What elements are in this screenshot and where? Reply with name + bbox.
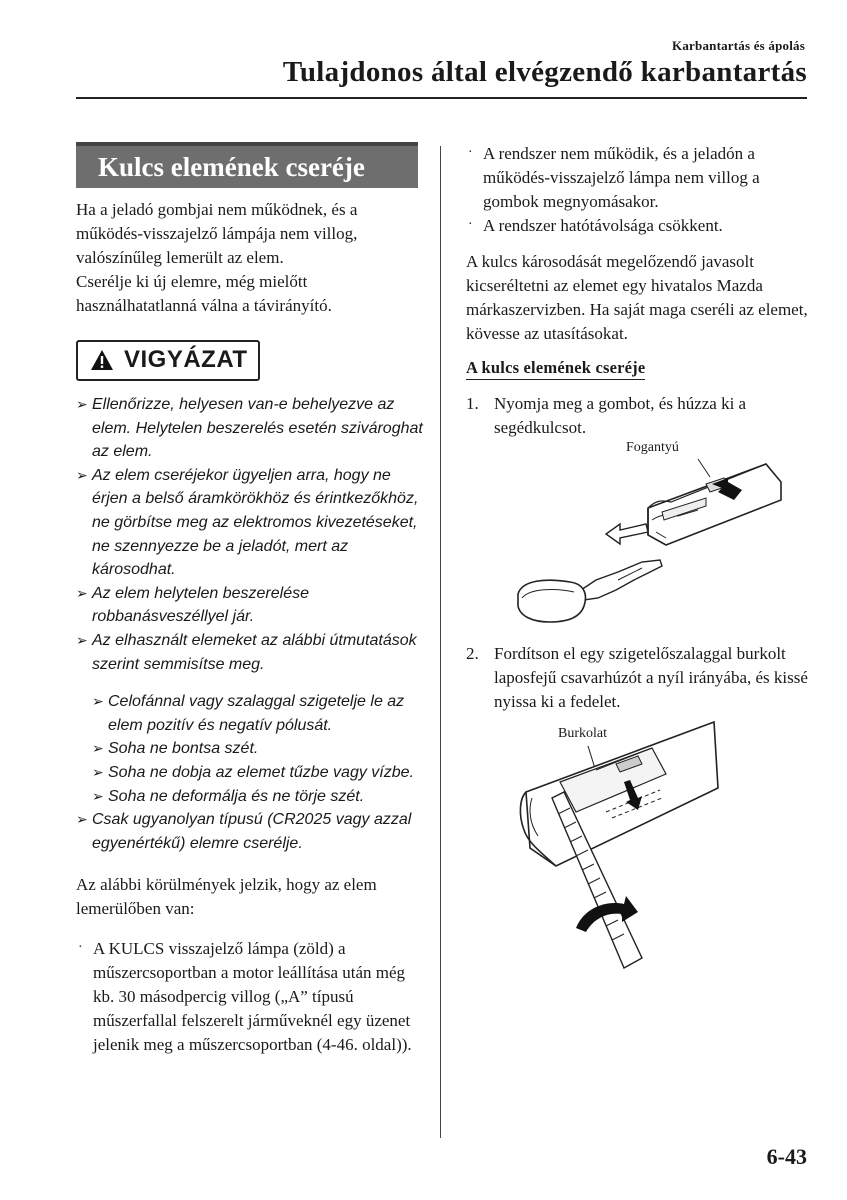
step-item	[466, 642, 812, 714]
figure-label: Burkolat	[558, 726, 607, 741]
signs-list-continued	[466, 142, 812, 238]
warning-item: ➢ Csak ugyanolyan típusú (CR2025 vagy azzal egyenértékű) elemre cserélje.	[76, 808, 426, 855]
page-title: Tulajdonos által elvégzendő karbantartás	[282, 56, 807, 88]
sign-item: · A rendszer nem működik, és a jeladón a működés-visszajelző lámpa nem villog a gombok megnyomásakor.	[466, 142, 812, 214]
warning-subitem: ➢ Soha ne bontsa szét.	[92, 737, 426, 761]
advice-paragraph: A kulcs károsodását megelőzendő javasolt kicseréltetni az elemet egy hivatalos Mazda márkaszervizben. Ha saját maga cseréli az elemet, kövesse az utasításokat.	[466, 252, 808, 343]
column-divider	[440, 146, 441, 1138]
warning-subitem: ➢ Soha ne deformálja és ne törje szét.	[92, 785, 426, 809]
warning-list	[76, 393, 426, 676]
section-title: Kulcs elemének cseréje	[76, 142, 418, 188]
arrow-bullet-icon: ➢	[92, 787, 104, 804]
header-section: Karbantartás és ápolás	[672, 38, 805, 53]
warning-box	[76, 340, 260, 381]
cover-opening-illustration	[466, 718, 812, 978]
header-rule	[76, 97, 807, 99]
warning-label: VIGYÁZAT	[124, 346, 248, 373]
warning-sublist	[92, 690, 426, 808]
right-column	[466, 142, 812, 978]
figure-label: Fogantyú	[626, 440, 679, 455]
warning-subitem: ➢ Soha ne dobja az elemet tűzbe vagy vízbe.	[92, 761, 426, 785]
arrow-bullet-icon: ➢	[76, 631, 88, 648]
signs-intro: Az alábbi körülmények jelzik, hogy az elem lemerülőben van:	[76, 875, 377, 919]
warning-list-end	[76, 808, 426, 855]
warning-item: ➢ Ellenőrizze, helyesen van-e behelyezve az elem. Helytelen beszerelés esetén szivároghat az elem.	[76, 393, 426, 464]
dot-bullet-icon: ·	[468, 217, 473, 232]
arrow-bullet-icon: ➢	[76, 466, 88, 483]
intro-paragraph: Ha a jeladó gombjai nem működnek, és a működés-visszajelző lámpája nem villog, valószínűleg lemerült az elem.	[76, 200, 358, 267]
step-item	[466, 392, 812, 440]
warning-item: ➢ Az elhasznált elemeket az alábbi útmutatások szerint semmisítse meg.	[76, 629, 426, 676]
sign-item: · A KULCS visszajelző lámpa (zöld) a műszercsoportban a motor leállítása után még kb. 30 másodpercig villog („A” típusú műszerfallal felszerelt járműveknél egy üzenet jelenik meg a műszercsoportban (4-46. oldal)).	[76, 937, 426, 1057]
arrow-bullet-icon: ➢	[92, 693, 104, 710]
arrow-bullet-icon: ➢	[92, 740, 104, 757]
step-text: Fordítson el egy szigetelőszalaggal burkolt laposfejű csavarhúzót a nyíl irányába, és kissé nyissa ki a fedelet.	[494, 644, 808, 711]
key-removal-illustration	[466, 440, 812, 640]
intro-paragraph-2: Cserélje ki új elemre, még mielőtt használhatatlanná válna a távirányító.	[76, 272, 332, 315]
step-list	[466, 392, 812, 440]
sign-item: · A rendszer hatótávolsága csökkent.	[466, 214, 812, 238]
warning-item: ➢ Az elem helytelen beszerelése robbanásveszéllyel jár.	[76, 582, 426, 629]
warning-icon	[90, 349, 114, 371]
dot-bullet-icon: ·	[468, 145, 473, 160]
step-list-2	[466, 642, 812, 714]
signs-list	[76, 937, 426, 1057]
arrow-bullet-icon: ➢	[76, 584, 88, 601]
arrow-bullet-icon: ➢	[76, 396, 88, 412]
procedure-heading: A kulcs elemének cseréje	[466, 358, 645, 380]
left-column	[76, 142, 426, 1057]
step-text: Nyomja meg a gombot, és húzza ki a segédkulcsot.	[494, 394, 747, 437]
warning-subitem: ➢ Celofánnal vagy szalaggal szigetelje le az elem pozitív és negatív pólusát.	[92, 690, 426, 737]
arrow-bullet-icon: ➢	[92, 763, 104, 780]
page-number: 6-43	[766, 1144, 807, 1169]
cover-opening-figure	[466, 718, 812, 978]
step-number: 2.	[466, 644, 479, 663]
dot-bullet-icon: ·	[78, 940, 83, 956]
arrow-bullet-icon: ➢	[76, 811, 88, 828]
step-number: 1.	[466, 394, 479, 413]
warning-item: ➢ Az elem cseréjekor ügyeljen arra, hogy ne érjen a belső áramkörökhöz és érintkezőkhöz, ne görbítse meg az elektromos kivezetéseket, ne szennyezze be a jeladót, mert az károsodhat.	[76, 464, 426, 582]
key-removal-figure	[466, 440, 812, 640]
